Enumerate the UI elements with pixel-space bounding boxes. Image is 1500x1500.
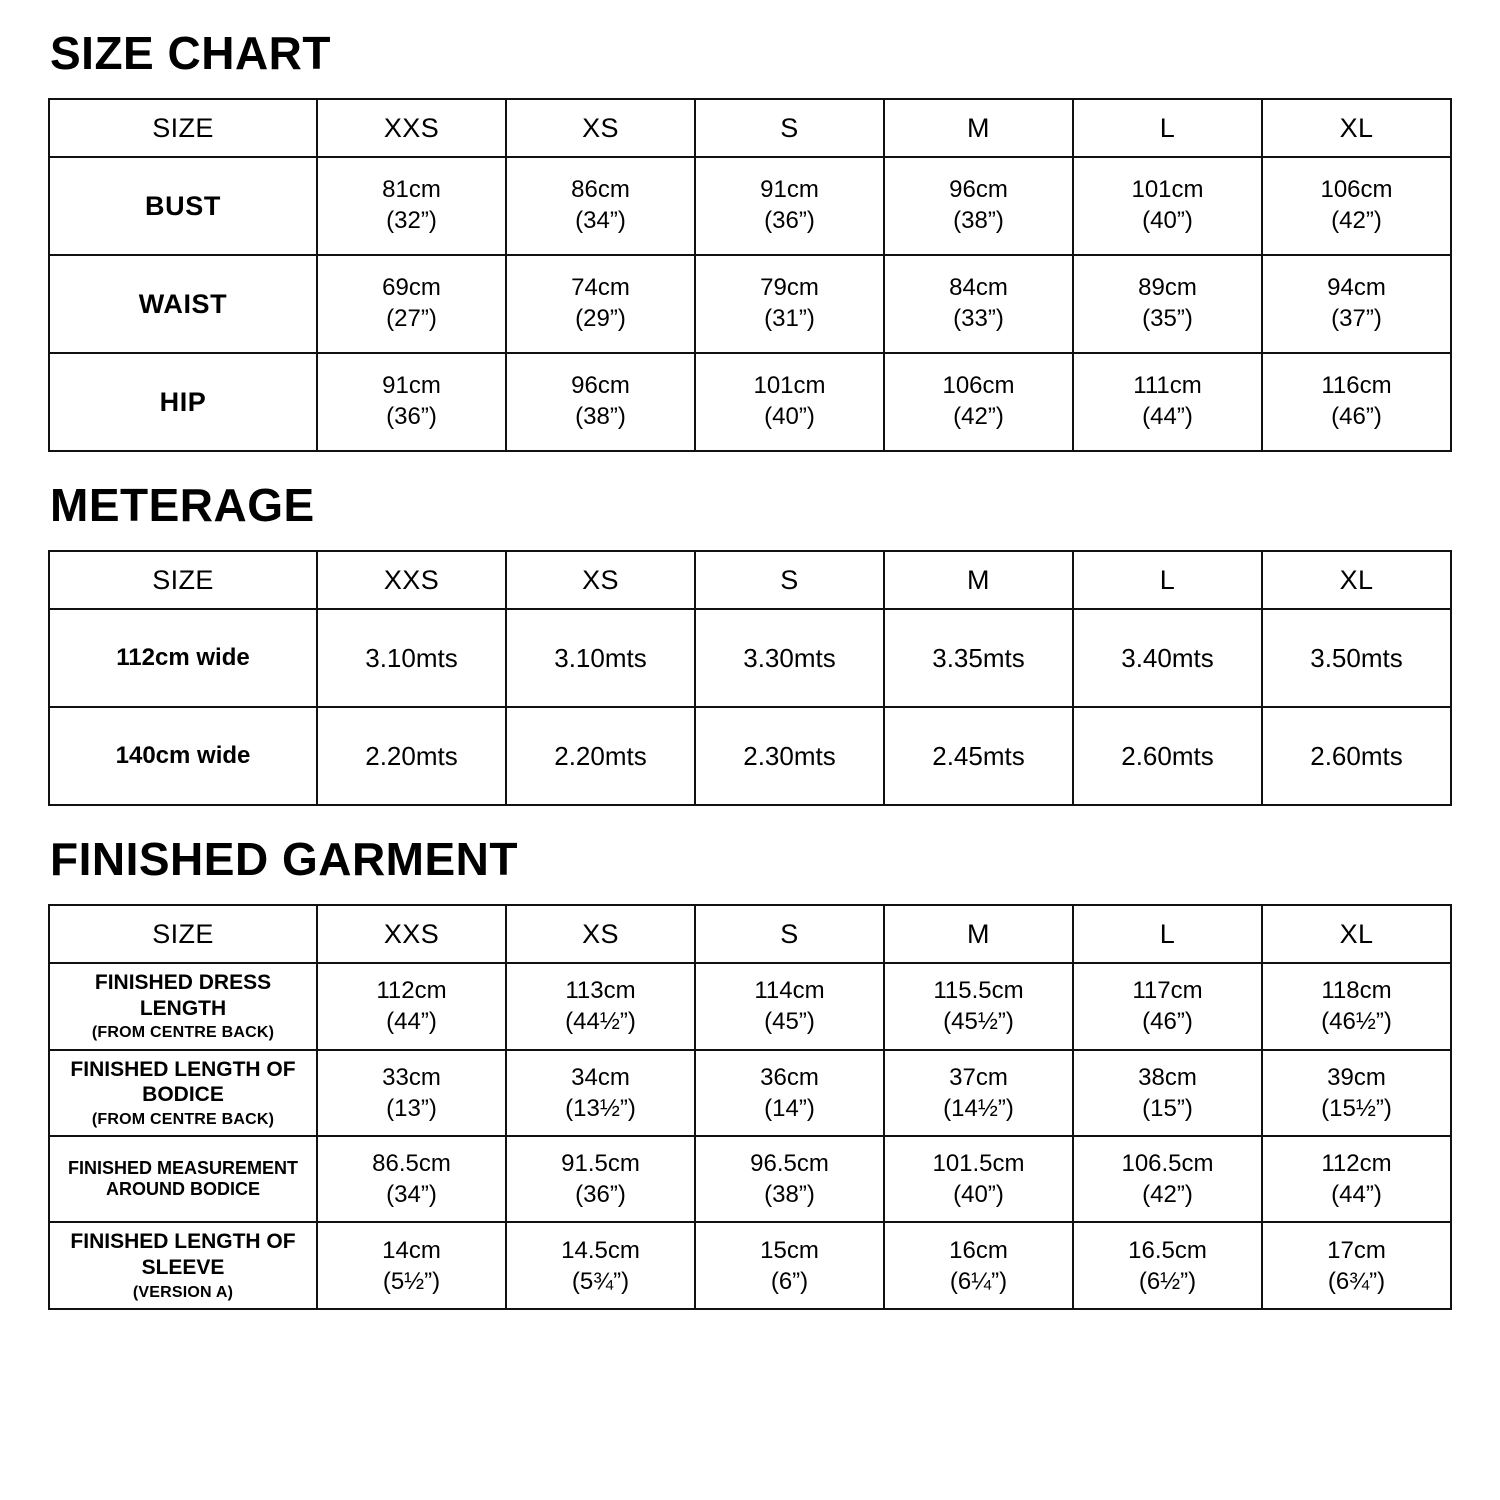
cell-main: 112cm [376, 977, 447, 1005]
cell-dress-length-s [695, 963, 884, 1050]
cell-sleeve-length-xs [506, 1222, 695, 1309]
column-header-m: M [884, 99, 1073, 157]
table-header-row [49, 551, 1451, 609]
cell-112cm-s: 3.30mts [695, 609, 884, 707]
cell-sleeve-length-m [884, 1222, 1073, 1309]
row-label-note: (VERSION A) [132, 1283, 234, 1301]
cell-main: 17cm [1327, 1236, 1386, 1264]
cell-bust-s [695, 157, 884, 255]
cell-sub: (34”) [575, 207, 626, 234]
row-label-waist: WAIST [49, 255, 317, 353]
cell-sub: (45”) [764, 1008, 815, 1036]
cell-140cm-xl: 2.60mts [1262, 707, 1451, 805]
row-label-note: (FROM CENTRE BACK) [91, 1110, 275, 1128]
cell-sub: (6¾”) [1327, 1267, 1386, 1295]
cell-main: 81cm [382, 176, 441, 204]
cell-main: 14.5cm [561, 1236, 640, 1264]
cell-main: 74cm [571, 274, 630, 302]
cell-main: 111cm [1133, 372, 1202, 400]
cell-hip-l [1073, 353, 1262, 451]
cell-main: 116cm [1321, 372, 1392, 400]
cell-112cm-xl: 3.50mts [1262, 609, 1451, 707]
cell-main: 106cm [1320, 176, 1393, 204]
table-row [49, 707, 1451, 805]
cell-main: 39cm [1327, 1063, 1386, 1091]
row-label-140cm-wide: 140cm wide [49, 707, 317, 805]
cell-hip-xl [1262, 353, 1451, 451]
cell-main: 106.5cm [1121, 1150, 1214, 1178]
cell-sub: (46”) [1331, 403, 1382, 430]
cell-bodice-length-xs [506, 1050, 695, 1137]
cell-sub: (5¾”) [571, 1267, 630, 1295]
cell-140cm-s: 2.30mts [695, 707, 884, 805]
section-meterage [48, 479, 1452, 806]
cell-main: 33cm [382, 1063, 441, 1091]
row-label-finished-length-of-sleeve [49, 1222, 317, 1309]
cell-bust-l [1073, 157, 1262, 255]
cell-main: 38cm [1138, 1063, 1197, 1091]
row-label-hip: HIP [49, 353, 317, 451]
cell-main: 15cm [760, 1236, 819, 1264]
column-header-l: L [1073, 905, 1262, 963]
cell-waist-m [884, 255, 1073, 353]
cell-bodice-length-xxs [317, 1050, 506, 1137]
column-header-s: S [695, 99, 884, 157]
cell-140cm-xxs: 2.20mts [317, 707, 506, 805]
section-title-meterage: METERAGE [50, 479, 315, 531]
cell-main: 118cm [1321, 977, 1392, 1005]
column-header-size: SIZE [49, 905, 317, 963]
table-row [49, 1136, 1451, 1222]
cell-sub: (44”) [386, 1008, 437, 1036]
cell-main: 36cm [760, 1063, 819, 1091]
cell-sub: (14½”) [943, 1095, 1014, 1123]
cell-sub: (45½”) [943, 1008, 1014, 1036]
cell-around-bodice-xxs [317, 1136, 506, 1222]
cell-main: 114cm [754, 977, 825, 1005]
row-label-main: FINISHED MEASUREMENT AROUND BODICE [67, 1157, 298, 1200]
table-row [49, 1050, 1451, 1137]
cell-sub: (42”) [1331, 207, 1382, 234]
table-row [49, 157, 1451, 255]
cell-main: 96cm [571, 372, 630, 400]
column-header-m: M [884, 905, 1073, 963]
cell-sub: (33”) [953, 305, 1004, 332]
meterage-table [48, 550, 1452, 806]
cell-around-bodice-s [695, 1136, 884, 1222]
cell-sub: (44”) [1331, 1181, 1382, 1209]
column-header-xs: XS [506, 905, 695, 963]
cell-sub: (44”) [1142, 403, 1193, 430]
cell-sub: (13½”) [565, 1095, 636, 1123]
cell-main: 101cm [753, 372, 826, 400]
cell-waist-xl [1262, 255, 1451, 353]
section-size-chart [48, 27, 1452, 452]
cell-sub: (15”) [1142, 1095, 1193, 1123]
section-title-finished-garment: FINISHED GARMENT [50, 833, 518, 885]
cell-sleeve-length-xxs [317, 1222, 506, 1309]
cell-waist-xs [506, 255, 695, 353]
cell-sub: (36”) [386, 403, 437, 430]
cell-waist-s [695, 255, 884, 353]
cell-sub: (5½”) [382, 1267, 441, 1295]
cell-main: 101cm [1131, 176, 1204, 204]
cell-112cm-xxs: 3.10mts [317, 609, 506, 707]
column-header-xl: XL [1262, 551, 1451, 609]
cell-main: 69cm [382, 274, 441, 302]
column-header-xxs: XXS [317, 905, 506, 963]
cell-sub: (42”) [1142, 1181, 1193, 1209]
cell-main: 37cm [949, 1063, 1008, 1091]
cell-sub: (46½”) [1321, 1008, 1392, 1036]
cell-sub: (38”) [764, 1181, 815, 1209]
cell-sleeve-length-l [1073, 1222, 1262, 1309]
cell-sub: (46”) [1142, 1008, 1193, 1036]
table-row [49, 1222, 1451, 1309]
finished-garment-table [48, 904, 1452, 1310]
cell-sub: (27”) [386, 305, 437, 332]
column-header-s: S [695, 905, 884, 963]
cell-sub: (36”) [575, 1181, 626, 1209]
cell-main: 89cm [1138, 274, 1197, 302]
cell-main: 113cm [565, 977, 636, 1005]
table-header-row [49, 905, 1451, 963]
cell-main: 91cm [760, 176, 819, 204]
cell-140cm-xs: 2.20mts [506, 707, 695, 805]
cell-sub: (14”) [764, 1095, 815, 1123]
column-header-xs: XS [506, 99, 695, 157]
row-label-main: FINISHED DRESS LENGTH [94, 971, 272, 1020]
cell-main: 79cm [760, 274, 819, 302]
cell-waist-l [1073, 255, 1262, 353]
section-title-size-chart: SIZE CHART [50, 27, 331, 79]
cell-main: 14cm [382, 1236, 441, 1264]
cell-sub: (40”) [764, 403, 815, 430]
cell-main: 84cm [949, 274, 1008, 302]
cell-sub: (37”) [1331, 305, 1382, 332]
cell-sub: (32”) [386, 207, 437, 234]
column-header-l: L [1073, 99, 1262, 157]
cell-main: 106cm [942, 372, 1015, 400]
cell-hip-m [884, 353, 1073, 451]
cell-around-bodice-xl [1262, 1136, 1451, 1222]
cell-112cm-l: 3.40mts [1073, 609, 1262, 707]
cell-bodice-length-l [1073, 1050, 1262, 1137]
table-row [49, 255, 1451, 353]
column-header-xl: XL [1262, 905, 1451, 963]
cell-sub: (29”) [575, 305, 626, 332]
cell-112cm-m: 3.35mts [884, 609, 1073, 707]
cell-sub: (15½”) [1321, 1095, 1392, 1123]
table-row [49, 353, 1451, 451]
cell-dress-length-m [884, 963, 1073, 1050]
table-header-row [49, 99, 1451, 157]
cell-bodice-length-xl [1262, 1050, 1451, 1137]
cell-main: 101.5cm [932, 1150, 1025, 1178]
cell-sub: (38”) [953, 207, 1004, 234]
section-finished-garment [48, 833, 1452, 1310]
row-label-main: FINISHED LENGTH OF BODICE [70, 1057, 296, 1107]
cell-main: 86cm [571, 176, 630, 204]
cell-sub: (31”) [764, 305, 815, 332]
cell-dress-length-xl [1262, 963, 1451, 1050]
row-label-finished-dress-length [49, 963, 317, 1050]
column-header-m: M [884, 551, 1073, 609]
cell-bust-xxs [317, 157, 506, 255]
column-header-s: S [695, 551, 884, 609]
cell-main: 94cm [1327, 274, 1386, 302]
cell-bodice-length-s [695, 1050, 884, 1137]
cell-main: 86.5cm [372, 1150, 451, 1178]
table-row [49, 963, 1451, 1050]
cell-sub: (42”) [953, 403, 1004, 430]
column-header-xxs: XXS [317, 551, 506, 609]
cell-around-bodice-m [884, 1136, 1073, 1222]
cell-112cm-xs: 3.10mts [506, 609, 695, 707]
cell-sub: (40”) [953, 1181, 1004, 1209]
cell-140cm-m: 2.45mts [884, 707, 1073, 805]
cell-dress-length-xxs [317, 963, 506, 1050]
cell-sub: (36”) [764, 207, 815, 234]
cell-sleeve-length-xl [1262, 1222, 1451, 1309]
row-label-main: FINISHED LENGTH OF SLEEVE [70, 1230, 296, 1280]
cell-sub: (35”) [1142, 305, 1193, 332]
cell-sub: (6½”) [1138, 1267, 1197, 1295]
cell-main: 96.5cm [750, 1150, 829, 1178]
cell-around-bodice-l [1073, 1136, 1262, 1222]
cell-main: 16.5cm [1128, 1236, 1207, 1264]
row-label-finished-length-of-bodice [49, 1050, 317, 1137]
column-header-xs: XS [506, 551, 695, 609]
cell-sub: (6¼”) [949, 1267, 1008, 1295]
cell-140cm-l: 2.60mts [1073, 707, 1262, 805]
cell-around-bodice-xs [506, 1136, 695, 1222]
row-label-112cm-wide: 112cm wide [49, 609, 317, 707]
table-row [49, 609, 1451, 707]
cell-waist-xxs [317, 255, 506, 353]
cell-sub: (13”) [386, 1095, 437, 1123]
size-chart-table [48, 98, 1452, 452]
row-label-finished-measurement-around-bodice [49, 1136, 317, 1222]
cell-bust-m [884, 157, 1073, 255]
cell-sub: (34”) [386, 1181, 437, 1209]
row-label-note: (FROM CENTRE BACK) [91, 1024, 275, 1042]
cell-main: 117cm [1132, 977, 1203, 1005]
column-header-xl: XL [1262, 99, 1451, 157]
cell-sleeve-length-s [695, 1222, 884, 1309]
cell-dress-length-l [1073, 963, 1262, 1050]
cell-main: 91.5cm [561, 1150, 640, 1178]
cell-bust-xl [1262, 157, 1451, 255]
cell-main: 115.5cm [933, 977, 1024, 1005]
cell-sub: (6”) [770, 1267, 809, 1295]
cell-sub: (38”) [575, 403, 626, 430]
column-header-size: SIZE [49, 99, 317, 157]
cell-main: 16cm [949, 1236, 1008, 1264]
column-header-size: SIZE [49, 551, 317, 609]
cell-main: 96cm [949, 176, 1008, 204]
row-label-bust: BUST [49, 157, 317, 255]
cell-hip-xxs [317, 353, 506, 451]
column-header-l: L [1073, 551, 1262, 609]
cell-hip-xs [506, 353, 695, 451]
cell-dress-length-xs [506, 963, 695, 1050]
cell-main: 34cm [571, 1063, 630, 1091]
cell-sub: (44½”) [565, 1008, 636, 1036]
cell-main: 112cm [1321, 1150, 1392, 1178]
cell-main: 91cm [382, 372, 441, 400]
cell-bodice-length-m [884, 1050, 1073, 1137]
cell-hip-s [695, 353, 884, 451]
cell-sub: (40”) [1142, 207, 1193, 234]
column-header-xxs: XXS [317, 99, 506, 157]
cell-bust-xs [506, 157, 695, 255]
